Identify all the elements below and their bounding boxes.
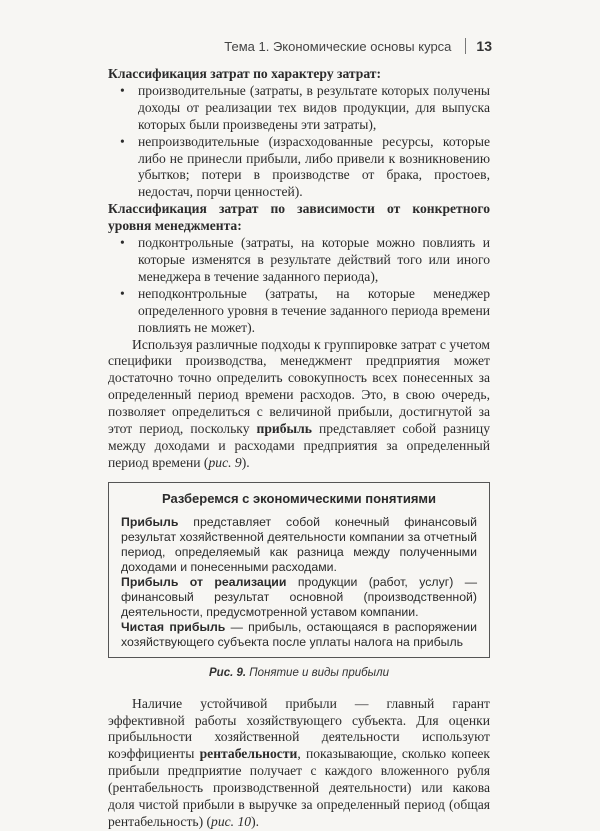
- term-profitability: рентабельности: [199, 746, 298, 762]
- paragraph-text: ).: [251, 814, 260, 829]
- definition-term: Прибыль: [121, 514, 179, 529]
- definition-sales-profit: [121, 575, 477, 620]
- definition-text: продукции (работ, услуг) — финансовый результат основной (производственной) деятельности, предусмотренной уставом компании.: [121, 574, 478, 619]
- header-divider: [465, 38, 466, 54]
- page-content: [108, 66, 490, 831]
- bullet-list-management-level: [108, 235, 490, 336]
- paragraph-profit-definition: [108, 337, 490, 472]
- definition-text: — прибыль, остающаяся в распоряжении хозяйствующего субъекта после уплаты налога на прибыль: [121, 619, 477, 649]
- page-number: 13: [476, 38, 492, 54]
- term-profit: прибыль: [256, 421, 312, 437]
- paragraph-text: представляет собой разницу между доходами и расходами предприятия за определенный период времени (: [108, 421, 490, 470]
- figure-reference: рис. 10: [211, 814, 252, 829]
- list-item: • производительные (затраты, в результате которых получены доходы от реализации тех видов продукции, для выпуска которых были произведены эти затраты),: [108, 83, 490, 134]
- paragraph-text: , показывающие, сколько копеек прибыли предприятие получает с каждого вложенного рубля (рентабельность производственной деятельности) или какова доля чистой прибыли в выручке за определенный период (общая рентабельность) (: [108, 746, 490, 829]
- list-item: • непроизводительные (израсходованные ресурсы, которые либо не принесли прибыли, либо привели к возникновению убытков; потери в производстве от брака, простоев, недостач, порчи ценностей).: [108, 134, 490, 202]
- section-heading-cost-nature: Классификация затрат по характеру затрат:: [108, 66, 381, 81]
- definition-text: представляет собой конечный финансовый результат хозяйственной деятельности компании за отчетный период, определяемый как разница между полученными доходами и понесенными расходами.: [121, 514, 477, 574]
- concepts-box: [108, 482, 490, 658]
- figure-label: Рис. 9.: [209, 666, 247, 679]
- definition-term: Чистая прибыль: [121, 619, 226, 634]
- concepts-box-title: Разберемся с экономическими понятиями: [161, 490, 437, 506]
- running-header: [224, 38, 492, 54]
- paragraph-profitability: [108, 696, 490, 831]
- paragraph-text: Используя различные подходы к группировке затрат с учетом специфики производства, менеджмент предприятия может достаточно точно определить совокупность всех понесенных за определенный период времени расходов. Это, в свою очередь, позволяет определиться с величиной прибыли, достигнутой за этот период, поскольку: [108, 336, 490, 437]
- figure-caption-text: Понятие и виды прибыли: [246, 666, 389, 679]
- definition-net-profit: [121, 620, 477, 650]
- definition-term: Прибыль от реализации: [121, 574, 287, 589]
- list-item: • подконтрольные (затраты, на которые можно повлиять и которые изменятся в результате действий того или иного менеджера в течение заданного периода),: [108, 235, 490, 286]
- section-heading-management-level: Классификация затрат по зависимости от конкретного уровня менеджмента:: [108, 201, 490, 234]
- bullet-list-cost-nature: [108, 83, 490, 201]
- definition-profit: [121, 515, 477, 575]
- list-item: • неподконтрольные (затраты, на которые менеджер определенного уровня в течение заданного периода времени повлиять не может).: [108, 286, 490, 337]
- running-title: Тема 1. Экономические основы курса: [224, 38, 452, 54]
- paragraph-text: Наличие устойчивой прибыли — главный гарант эффективной работы хозяйствующего субъекта. Для оценки прибыльности хозяйственной деятельности используют коэффициенты: [108, 695, 490, 762]
- figure-reference: рис. 9: [208, 454, 242, 470]
- figure-caption: [108, 665, 490, 682]
- paragraph-text: ).: [241, 454, 250, 470]
